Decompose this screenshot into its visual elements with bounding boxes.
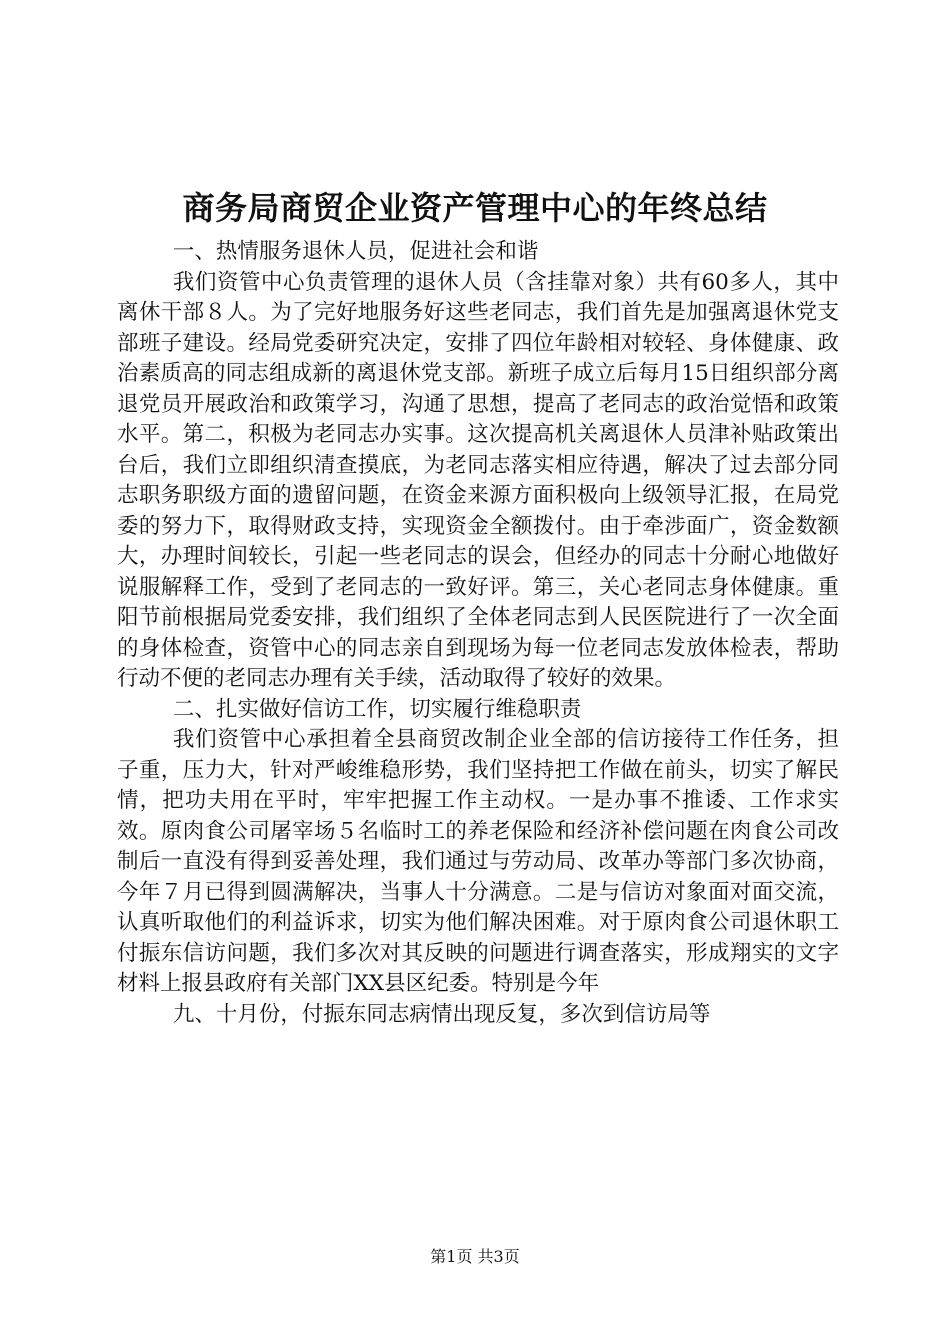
body-paragraph-3: 九、十月份，付振东同志病情出现反复，多次到信访局等 [172, 1001, 711, 1027]
document-body [117, 237, 839, 1030]
section-heading-2: 二、扎实做好信访工作，切实履行维稳职责 [172, 696, 582, 722]
section-heading-1: 一、热情服务退休人员，促进社会和谐 [172, 239, 539, 264]
document-title: 商务局商贸企业资产管理中心的年终总结 [182, 189, 768, 227]
body-paragraph-2: 我们资管中心承担着全县商贸改制企业全部的信访接待工作任务，担子重，压力大，针对严峻维稳形势，我们坚持把工作做在前头，切实了解民情，把功夫用在平时，牢牢把握工作主动权。一是办事不推诿、工作求实效。原肉食公司屠宰场５名临时工的养老保险和经济补偿问题在肉食公司改制后一直没有得到妥善处理，我们通过与劳动局、改革办等部门多次协商，今年７月已得到圆满解决，当事人十分满意。二是与信访对象面对面交流，认真听取他们的利益诉求，切实为他们解决困难。对于原肉食公司退休职工付振东信访问题，我们多次对其反映的问题进行调查落实，形成翔实的文字材料上报县政府有关部门XX县区纪委。特别是今年 [117, 727, 839, 996]
page-number-footer: 第1页 共3页 [430, 1247, 520, 1266]
body-paragraph-1: 我们资管中心负责管理的退休人员（含挂靠对象）共有60多人，其中离休干部８人。为了完好地服务好这些老同志，我们首先是加强离退休党支部班子建设。经局党委研究决定，安排了四位年龄相对较轻、身体健康、政治素质高的同志组成新的离退休党支部。新班子成立后每月15日组织部分离退党员开展政治和政策学习，沟通了思想，提高了老同志的政治觉悟和政策水平。第二，积极为老同志办实事。这次提高机关离退休人员津补贴政策出台后，我们立即组织清查摸底，为老同志落实相应待遇，解决了过去部分同志职务职级方面的遗留问题，在资金来源方面积极向上级领导汇报，在局党委的努力下，取得财政支持，实现资金全额拨付。由于牵涉面广，资金数额大，办理时间较长，引起一些老同志的误会，但经办的同志十分耐心地做好说服解释工作，受到了老同志的一致好评。第三，关心老同志身体健康。重阳节前根据局党委安排，我们组织了全体老同志到人民医院进行了一次全面的身体检查，资管中心的同志亲自到现场为每一位老同志发放体检表，帮助行动不便的老同志办理有关手续，活动取得了较好的效果。 [117, 269, 839, 691]
